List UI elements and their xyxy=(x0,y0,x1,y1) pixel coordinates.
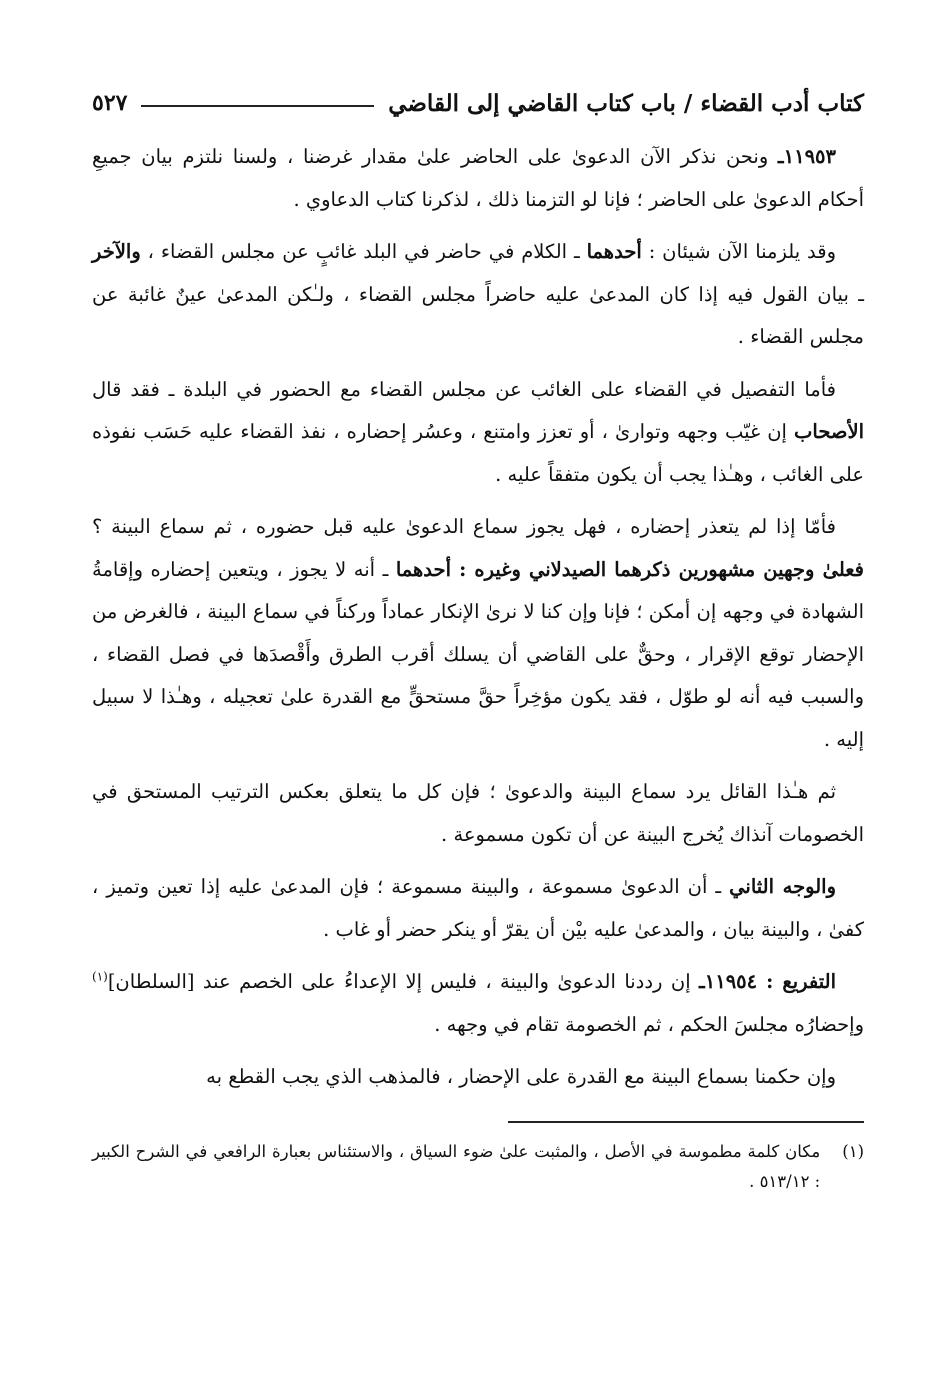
paragraph xyxy=(92,866,864,951)
running-header xyxy=(92,78,864,128)
bold-run: أحدهما xyxy=(586,240,642,263)
bold-run: ١١٩٥٣ـ xyxy=(777,145,836,168)
bold-run: والآخر xyxy=(92,240,141,263)
text-run: فأمّا إذا لم يتعذر إحضاره ، فهل يجوز سماع الدعوىٰ عليه قبل حضوره ، ثم سماع البينة ؟ xyxy=(92,515,836,538)
text-run: فأما التفصيل في القضاء على الغائب عن مجلس القضاء مع الحضور في البلدة ـ فقد قال xyxy=(92,377,836,401)
text-run: ـ الكلام في حاضر في البلد غائبٍ عن مجلس القضاء ، xyxy=(140,240,587,263)
paragraph xyxy=(92,771,864,856)
page-number: ٥٢٧ xyxy=(92,90,128,116)
paragraph xyxy=(92,961,864,1046)
footnote-text: مكان كلمة مطموسة في الأصل ، والمثبت علىٰ ضوء السياق ، والاستئناس بعبارة الرافعي في الشرح الكبير : ٥١٣/١٢ . xyxy=(92,1141,821,1191)
text-run: ثم هـٰذا القائل يرد سماع البينة والدعوىٰ ؛ فإن كل ما يتعلق بعكس الترتيب المستحق في الخصومات آنذاك يُخرج البينة عن أن تكون مسموعة . xyxy=(92,780,864,846)
bold-run: فعلىٰ وجهين مشهورين ذكرهما الصيدلاني وغيره : أحدهما xyxy=(395,557,865,581)
paragraph xyxy=(92,136,864,221)
book-page xyxy=(92,78,864,1197)
text-run: إن غيّب وجهه وتوارىٰ ، أو تعزز وامتنع ، وعسُر إحضاره ، نفذ القضاء عليه حَسَب نفوذه على الغائب ، وهـٰذا يجب أن يكون متفقاً عليه . xyxy=(92,420,864,486)
paragraph xyxy=(92,231,864,359)
running-title: كتاب أدب القضاء / باب كتاب القاضي إلى القاضي xyxy=(388,89,864,117)
paragraph xyxy=(92,1056,864,1099)
header-rule xyxy=(141,105,374,107)
text-run: ـ أن الدعوىٰ مسموعة ، والبينة مسموعة ؛ فإن المدعىٰ عليه إذا تعين وتميز ، كفىٰ ، والبينة بيان ، والمدعىٰ عليه بيْن أن يقرّ أو ينكر حضر أو غاب . xyxy=(92,875,864,941)
bold-run: الأصحاب xyxy=(794,420,864,443)
text-run: إن رددنا الدعوىٰ والبينة ، فليس إلا الإعداءُ على الخصم عند [السلطان] xyxy=(107,970,700,993)
text-run: ـ بيان القول فيه إذا كان المدعىٰ عليه حاضراً مجلس القضاء ، ولـٰكن المدعىٰ عينٌ غائبة عن مجلس القضاء . xyxy=(92,282,864,348)
bold-run: والوجه الثاني xyxy=(729,875,836,898)
footnote-marker: (١) xyxy=(842,1141,864,1161)
text-run: وقد يلزمنا الآن شيئان : xyxy=(641,240,836,263)
footnote-separator xyxy=(508,1121,864,1123)
text-run: وإحضارُه مجلسَ الحكم ، ثم الخصومة تقام في وجهه . xyxy=(434,1012,864,1036)
text-run: ـ أنه لا يجوز ، ويتعين إحضاره وإقامةُ الشهادة في وجهه إن أمكن ؛ فإنا وإن كنا لا نرىٰ الإنكار عماداً وركناً في سماع البينة ، فالغرض من الإحضار توقع الإقرار ، وحقٌّ على القاضي أن يسلك أقرب الطرق وأَقْصدَها في فصل القضاء ، والسبب فيه أنه لو طوّل ، فقد يكون مؤخِراً حقَّ مستحقٍّ مع القدرة علىٰ تعجيله ، وهـٰذا لا سبيل إليه . xyxy=(92,557,864,751)
body-text xyxy=(92,136,864,1099)
footnote-reference: (١) xyxy=(92,969,108,984)
text-run: وإن حكمنا بسماع البينة مع القدرة على الإحضار ، فالمذهب الذي يجب القطع به xyxy=(206,1065,836,1088)
paragraph xyxy=(92,506,864,761)
footnote xyxy=(92,1137,864,1197)
text-run: ونحن نذكر الآن الدعوىٰ على الحاضر علىٰ مقدار غرضنا ، ولسنا نلتزم بيان جميعِ أحكام الدعوىٰ على الحاضر ؛ فإنا لو التزمنا ذلك ، لذكرنا كتاب الدعاوي . xyxy=(92,145,864,211)
bold-run: التفريع : ١١٩٥٤ـ xyxy=(699,970,836,993)
paragraph xyxy=(92,369,864,497)
